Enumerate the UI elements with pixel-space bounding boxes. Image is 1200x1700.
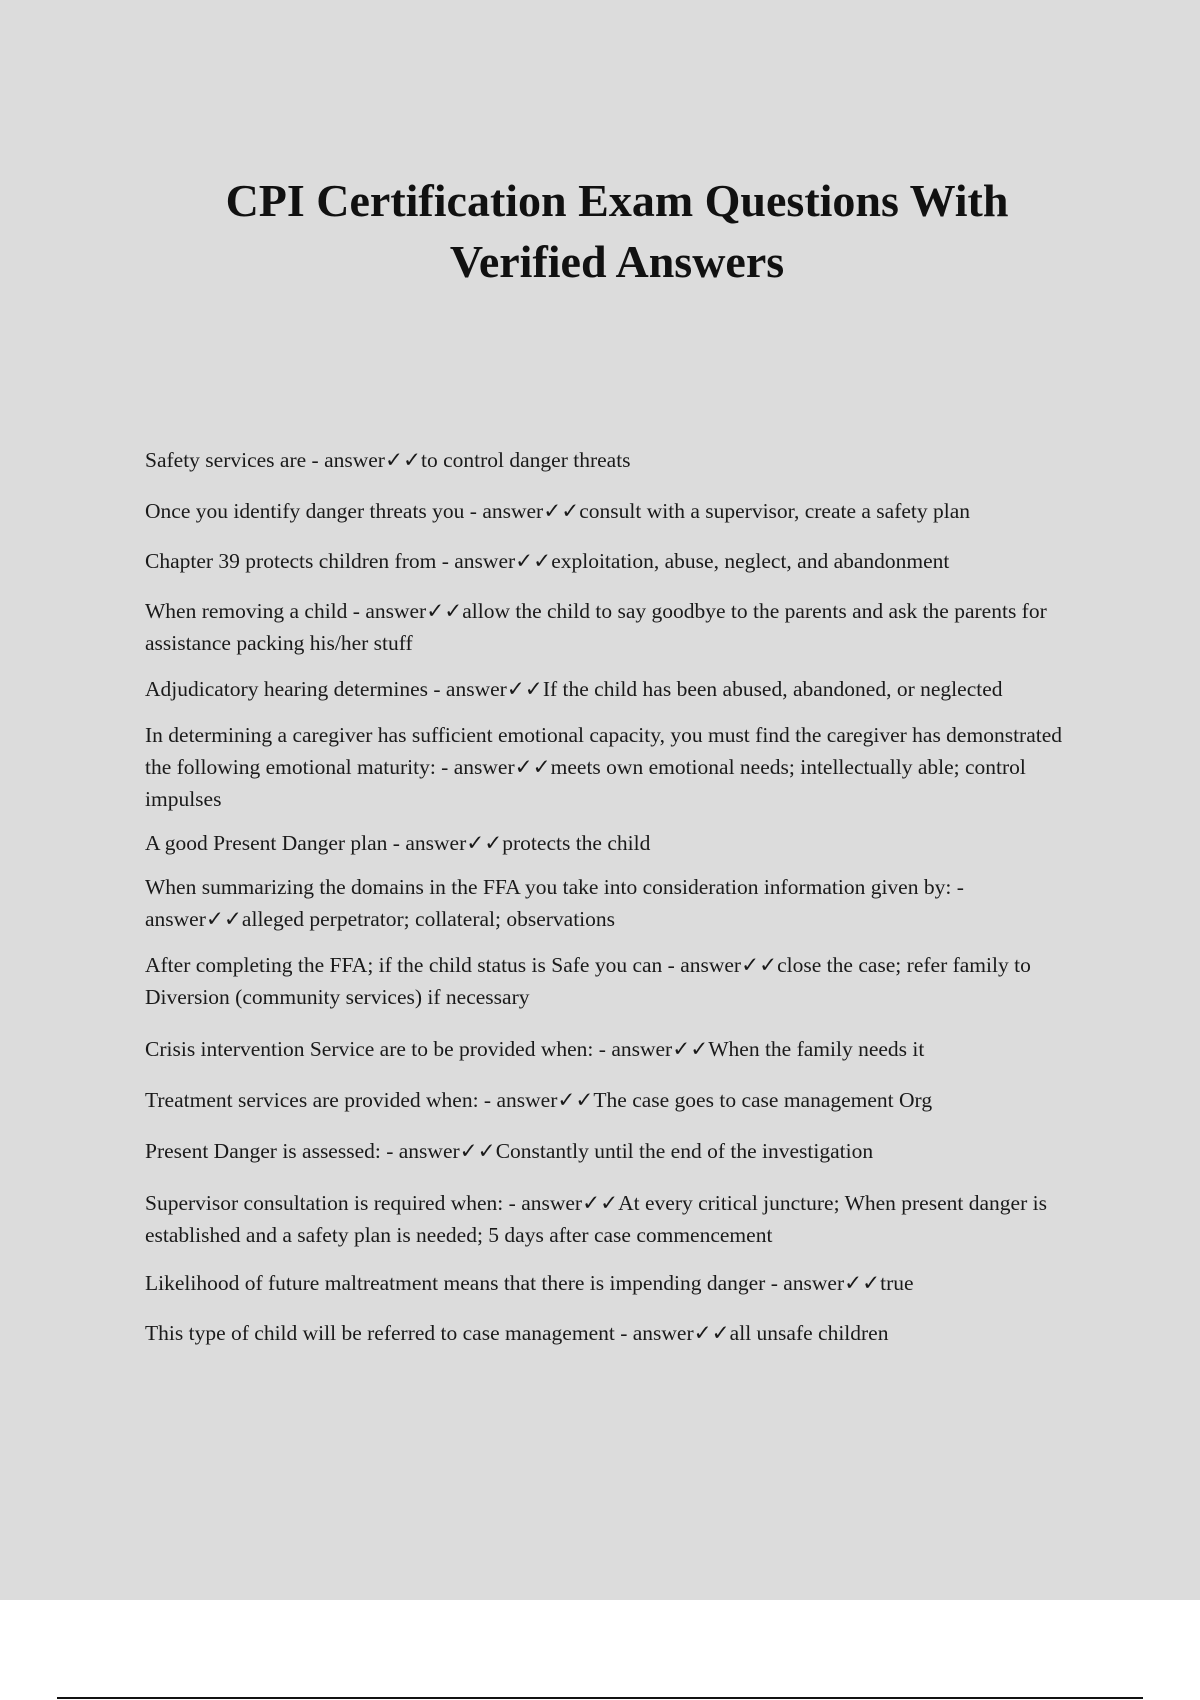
check-marks: ✓✓ [506,677,543,701]
check-marks: ✓✓ [557,1088,594,1112]
answer-text: close the case; refer family to Diversion (community services) if necessary [145,953,1031,1009]
answer-text: consult with a supervisor, create a safety plan [579,499,971,523]
answer-marker: answer [324,448,385,472]
question-text: Safety services are - [145,448,325,472]
question-text: Once you identify danger threats you - [145,499,483,523]
question-text: Present Danger is assessed: - [145,1139,399,1163]
question-text: This type of child will be referred to case management - [145,1321,633,1345]
qa-item [145,827,1075,859]
answer-marker: answer [454,549,516,573]
answer-marker: answer [398,1139,460,1163]
answer-text: alleged perpetrator; collateral; observations [241,907,616,931]
answer-marker: answer [496,1088,558,1112]
check-marks: ✓✓ [515,549,552,573]
answer-text: to control danger threats [421,448,631,472]
qa-item [145,1135,1075,1167]
answer-text: exploitation, abuse, neglect, and abandonment [551,549,950,573]
qa-item [145,495,1075,527]
answer-text: true [880,1271,914,1295]
qa-item [145,1187,1075,1251]
answer-text: Constantly until the end of the investigation [495,1139,874,1163]
question-text: In determining a caregiver has sufficient emotional capacity, you must find the caregiver has demonstrated the following emotional maturity: - [145,723,1063,779]
qa-item [145,871,1075,935]
check-marks: ✓✓ [741,953,778,977]
qa-item [145,673,1075,705]
answer-marker: answer [453,755,515,779]
answer-marker: answer [445,677,507,701]
question-text: Treatment services are provided when: - [145,1088,497,1112]
qa-item [145,949,1075,1013]
answer-marker: answer [521,1191,583,1215]
question-text: Crisis intervention Service are to be provided when: - [145,1037,612,1061]
answer-marker: answer [680,953,742,977]
qa-item [145,1084,1075,1116]
question-text: Likelihood of future maltreatment means that there is impending danger - [145,1271,784,1295]
title-line-1: CPI Certification Exam Questions With [225,175,1009,226]
check-marks: ✓✓ [543,499,580,523]
answer-text: The case goes to case management Org [593,1088,933,1112]
answer-text: At every critical juncture; When present danger is established and a safety plan is needed; 5 days after case commencement [145,1191,1047,1247]
answer-text: protects the child [502,831,651,855]
check-marks: ✓✓ [459,1139,496,1163]
qa-item [145,444,1075,476]
answer-marker: answer [482,499,544,523]
qa-item [145,545,1075,577]
question-text: Chapter 39 protects children from - [145,549,455,573]
check-marks: ✓✓ [205,907,242,931]
question-text: After completing the FFA; if the child status is Safe you can - [145,953,681,977]
answer-marker: answer [632,1321,694,1345]
qa-item [145,719,1075,815]
check-marks: ✓✓ [693,1321,730,1345]
question-text: Supervisor consultation is required when: - [145,1191,522,1215]
question-text: Adjudicatory hearing determines - [145,677,446,701]
check-marks: ✓✓ [582,1191,619,1215]
footer-divider [57,1697,1143,1699]
answer-text: meets own emotional needs; intellectually able; control impulses [145,755,1026,811]
check-marks: ✓✓ [844,1271,881,1295]
answer-text: all unsafe children [729,1321,889,1345]
check-marks: ✓✓ [466,831,503,855]
answer-text: allow the child to say goodbye to the parents and ask the parents for assistance packing his/her stuff [145,599,1047,655]
answer-marker: answer [611,1037,673,1061]
answer-marker: answer [405,831,467,855]
qa-list [145,428,1075,1349]
question-text: A good Present Danger plan - [145,831,406,855]
qa-item [145,595,1075,659]
qa-item [145,1267,1075,1299]
title-line-2: Verified Answers [449,236,785,287]
answer-text: When the family needs it [708,1037,925,1061]
check-marks: ✓✓ [514,755,551,779]
check-marks: ✓✓ [426,599,463,623]
check-marks: ✓✓ [672,1037,709,1061]
answer-marker: answer [365,599,427,623]
question-text: When removing a child - [145,599,366,623]
answer-marker: answer [783,1271,845,1295]
document-title [0,170,1200,292]
question-text: When summarizing the domains in the FFA you take into consideration information given by: - [145,875,964,899]
check-marks: ✓✓ [384,448,421,472]
qa-item [145,1033,1075,1065]
qa-item [145,1317,1075,1349]
answer-marker: answer [145,907,206,931]
answer-text: If the child has been abused, abandoned, or neglected [542,677,1003,701]
